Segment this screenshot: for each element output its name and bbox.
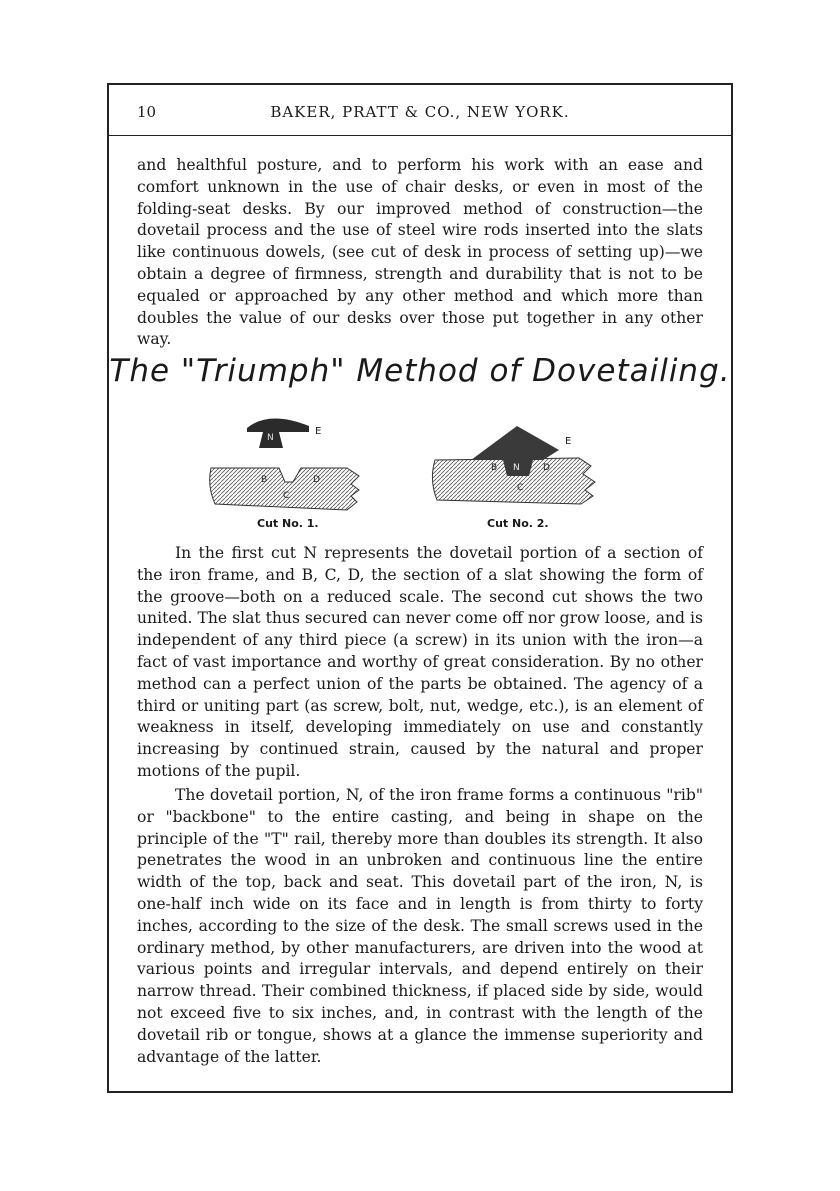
label-c: C (283, 491, 290, 501)
iron-frame-piece (247, 418, 309, 448)
header-rule (109, 135, 731, 136)
running-head: BAKER, PRATT & CO., NEW YORK. (270, 103, 570, 121)
paragraph-3: The dovetail portion, N, of the iron frame forms a continuous "rib" or "backbone" to the entire casting, and being in shape on the principle of the "T" rail, thereby more than doubles its strength. It also penetrates the wood in an unbroken and continuous line the entire width of the top, back and seat. This dovetail part of the iron, N, is one-half inch wide on its face and in length is from thirty to forty inches, according to the size of the desk. The small screws used in the ordinary method, by other manufacturers, are driven into the wood at various points and irregular intervals, and depend entirely on their narrow thread. Their combined thickness, if placed side by side, would not exceed five to six inches, and, in contrast with the length of the dovetail rib or tongue, shows at a glance the immense superiority and advantage of the latter. (137, 786, 703, 1066)
slat-section (210, 468, 359, 510)
page-number: 10 (137, 103, 157, 121)
cut-2-illustration (421, 410, 611, 530)
page-header (109, 103, 731, 129)
label-c: C (517, 483, 524, 493)
label-n: N (513, 463, 520, 473)
section-heading: The "Triumph" Method of Dovetailing. (109, 353, 731, 389)
label-b: B (261, 475, 268, 485)
label-d: D (313, 475, 320, 485)
page-frame (107, 83, 733, 1093)
label-e: E (565, 436, 572, 447)
cut-2-caption: Cut No. 2. (487, 517, 549, 530)
paragraph-1: and healthful posture, and to perform his work with an ease and comfort unknown in the use of chair desks, or even in most of the folding-seat desks. By our improved method of construction—the dovetail process and the use of steel wire rods inserted into the slats like continuous dowels, (see cut of desk in process of setting up)—we obtain a degree of firmness, strength and durability that is not to be equaled or approached by any other method and which more than doubles the value of our desks over those put together in any other way. (137, 156, 703, 349)
label-e: E (315, 426, 322, 437)
paragraph-2: In the first cut N represents the dovetail portion of a section of the iron frame, and B, C, D, the section of a slat showing the form of the groove—both on a reduced scale. The second cut shows the two united. The slat thus secured can never come off nor grow loose, and is independent of any third piece (a screw) in its union with the iron—a fact of vast importance and worthy of great consideration. By no other method can a perfect union of the parts be obtained. The agency of a third or uniting part (as screw, bolt, nut, wedge, etc.), is an element of weakness in itself, developing immediately on use and constantly increasing by continued strain, caused by the natural and proper motions of the pupil. (137, 544, 703, 780)
label-d: D (543, 463, 550, 473)
label-n: N (267, 433, 274, 443)
cut-1-caption: Cut No. 1. (257, 517, 319, 530)
cut-1-illustration (197, 410, 387, 530)
label-b: B (491, 463, 498, 473)
